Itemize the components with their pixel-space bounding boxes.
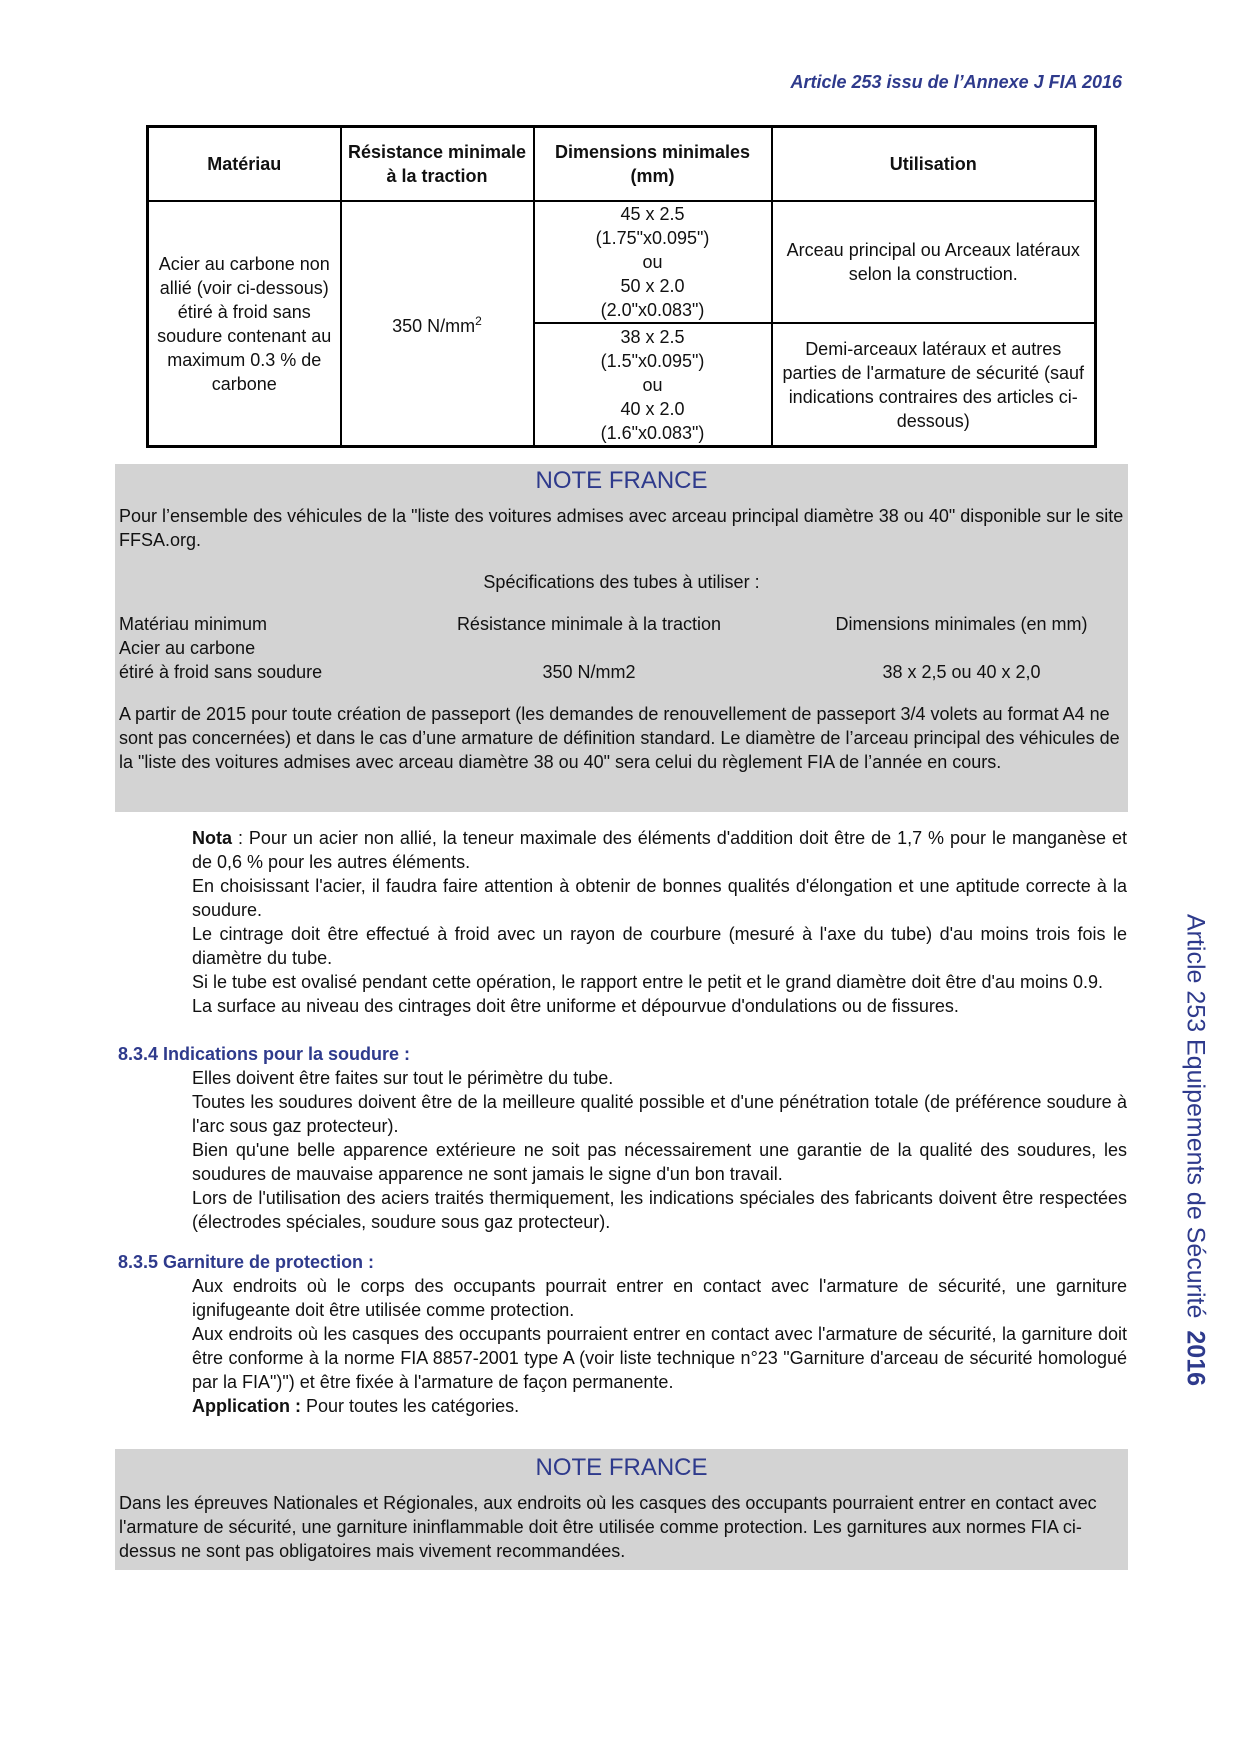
cell-resistance	[341, 201, 534, 447]
nota-label: Nota	[192, 828, 232, 848]
nota-paragraph	[192, 826, 1127, 874]
note-intro: Pour l’ensemble des véhicules de la "liste des voitures admises avec arceau principal diamètre 38 ou 40" disponible sur le site FFSA.org.	[119, 506, 1124, 550]
application-label: Application :	[192, 1396, 301, 1416]
table-row	[148, 201, 1096, 323]
nota-block	[192, 826, 1127, 1018]
nota-text: : Pour un acier non allié, la teneur maximale des éléments d'addition doit être de 1,7 % pour le manganèse et de 0,6 % pour les autres éléments.	[192, 828, 1127, 872]
dim-line: 38 x 2.5	[620, 326, 685, 347]
dim-line: 45 x 2.5	[620, 204, 685, 225]
spec-resistance-value: 350 N/mm2	[542, 662, 636, 682]
header-materiau: Matériau	[148, 127, 341, 202]
section-paragraph: Bien qu'une belle apparence extérieure ne soit pas nécessairement une garantie de la qualité des soudures, les soudures de mauvaise apparence ne sont jamais le signe d'un bon travail.	[192, 1140, 1127, 1184]
note-title: NOTE FRANCE	[535, 467, 708, 494]
tube-spec-table	[146, 125, 1097, 448]
nota-paragraph: La surface au niveau des cintrages doit être uniforme et dépourvue d'ondulations ou de fissures.	[192, 996, 959, 1016]
cell-dimensions-2	[534, 323, 772, 446]
spec-header-row	[119, 612, 1124, 636]
section-title-835: 8.3.5 Garniture de protection :	[118, 1252, 375, 1272]
nota-paragraph: Le cintrage doit être effectué à froid avec un rayon de courbure (mesuré à l'axe du tube) d'au moins trois fois le diamètre du tube.	[192, 924, 1127, 968]
dim-line: ou	[642, 252, 663, 273]
section-paragraph: Aux endroits où les casques des occupants pourraient entrer en contact avec l'armature de sécurité, la garniture doit être conforme à la norme FIA 8857-2001 type A (voir liste technique n°23 "Garniture d'arceau de sécurité homologué par la FIA")") et être fixée à l'armature de façon permanente.	[192, 1324, 1127, 1392]
page-header: Article 253 issu de l’Annexe J FIA 2016	[790, 72, 1122, 92]
side-title	[1181, 914, 1210, 1386]
dim-line: (1.75"x0.095")	[595, 228, 710, 249]
note-title: NOTE FRANCE	[535, 1454, 708, 1481]
section-paragraph: Aux endroits où le corps des occupants pourrait entrer en contact avec l'armature de sécurité, une garniture ignifugeante doit être utilisée comme protection.	[192, 1276, 1127, 1320]
header-resistance: Résistance minimale à la traction	[341, 127, 534, 202]
section-paragraph: Elles doivent être faites sur tout le périmètre du tube.	[192, 1068, 614, 1088]
cell-use-2: Demi-arceaux latéraux et autres parties de l'armature de sécurité (sauf indications contraires des articles ci-dessous)	[772, 323, 1096, 446]
dim-line: 40 x 2.0	[620, 398, 685, 419]
spec-row	[119, 636, 1124, 660]
nota-paragraph: En choisissant l'acier, il faudra faire attention à obtenir de bonnes qualités d'élongation et une aptitude correcte à la soudure.	[192, 876, 1127, 920]
spec-dimensions-value: 38 x 2,5 ou 40 x 2,0	[882, 662, 1041, 682]
section-paragraph: Toutes les soudures doivent être de la meilleure qualité possible et d'une pénétration totale (de préférence soudure à l'arc sous gaz protecteur).	[192, 1092, 1127, 1136]
note-paragraph: A partir de 2015 pour toute création de passeport (les demandes de renouvellement de passeport 3/4 volets au format A4 ne sont pas concernées) et dans le cas d’une armature de définition standard. Le diamètre de l’arceau principal des véhicules de la "liste des voitures admises avec arceau diamètre 38 ou 40" sera celui du règlement FIA de l’année en cours.	[119, 704, 1120, 772]
spec-row	[119, 660, 1124, 684]
application-line	[192, 1394, 1127, 1418]
cell-use-1: Arceau principal ou Arceaux latéraux selon la construction.	[772, 201, 1096, 323]
side-title-text: Article 253 Equipements de Sécurité	[1181, 913, 1210, 1319]
spec-col-resistance-header: Résistance minimale à la traction	[456, 614, 722, 634]
spec-col-material-header: Matériau minimum	[119, 614, 268, 634]
section-paragraph: Lors de l'utilisation des aciers traités thermiquement, les indications spéciales des fabricants doivent être respectées (électrodes spéciales, soudure sous gaz protecteur).	[192, 1188, 1127, 1232]
application-text: Pour toutes les catégories.	[301, 1396, 520, 1416]
nota-paragraph: Si le tube est ovalisé pendant cette opération, le rapport entre le petit et le grand diamètre doit être d'au moins 0.9.	[192, 972, 1103, 992]
side-year: 2016	[1181, 1330, 1210, 1387]
resistance-exponent: 2	[475, 314, 482, 328]
cell-material: Acier au carbone non allié (voir ci-dessous) étiré à froid sans soudure contenant au maximum 0.3 % de carbone	[148, 201, 341, 447]
section-834-body	[192, 1066, 1127, 1234]
dim-line: ou	[642, 374, 663, 395]
dim-line: (1.5"x0.095")	[600, 350, 705, 371]
table-header-row	[148, 127, 1096, 202]
section-title-834: 8.3.4 Indications pour la soudure :	[118, 1044, 411, 1064]
note-france-2	[115, 1449, 1128, 1570]
note-paragraph: Dans les épreuves Nationales et Régionales, aux endroits où les casques des occupants pourraient entrer en contact avec l'armature de sécurité, une garniture ininflammable doit être utilisée comme protection. Les garnitures aux normes FIA ci-dessus ne sont pas obligatoires mais vivement recommandées.	[119, 1493, 1097, 1561]
dim-line: (1.6"x0.083")	[600, 422, 705, 443]
header-dimensions: Dimensions minimales (mm)	[534, 127, 772, 202]
dim-line: (2.0"x0.083")	[600, 300, 705, 321]
cell-dimensions-1	[534, 201, 772, 323]
dim-line: 50 x 2.0	[620, 276, 685, 297]
section-835-body	[192, 1274, 1127, 1418]
header-utilisation: Utilisation	[772, 127, 1096, 202]
spec-material-line: Acier au carbone	[119, 638, 256, 658]
spec-title: Spécifications des tubes à utiliser :	[483, 572, 760, 592]
resistance-value: 350 N/mm	[392, 316, 476, 336]
note-france-1	[115, 464, 1128, 812]
spec-material-line: étiré à froid sans soudure	[119, 662, 323, 682]
spec-col-dimensions-header: Dimensions minimales (en mm)	[835, 614, 1088, 634]
